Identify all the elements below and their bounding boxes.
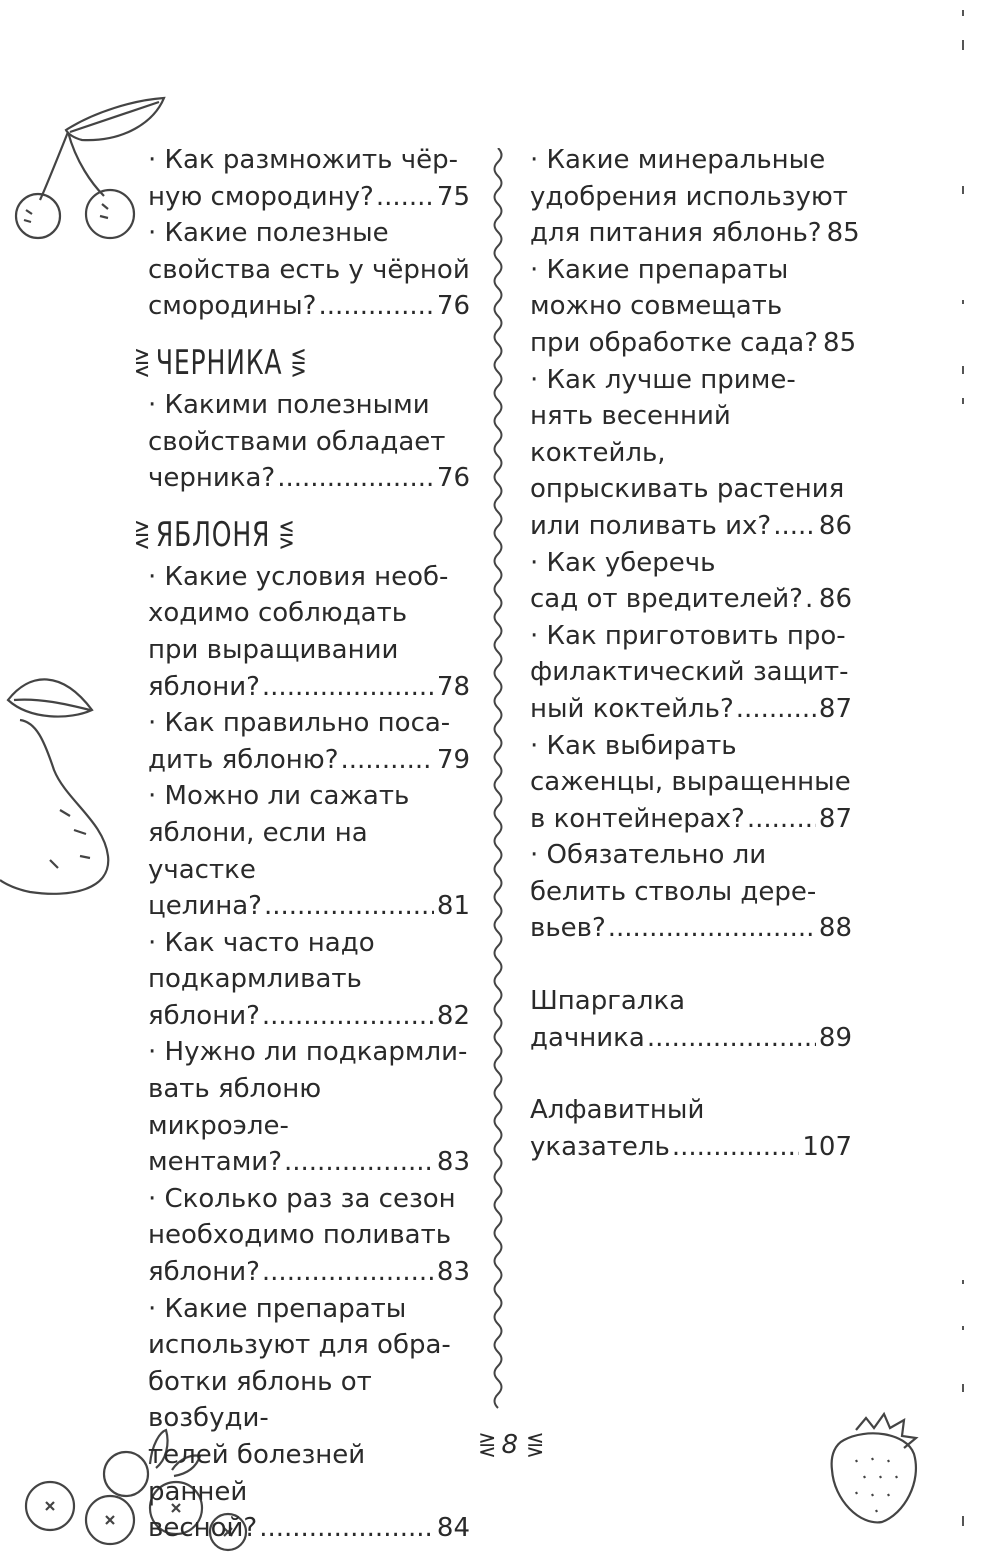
- dot-leader: [262, 1254, 434, 1291]
- dot-leader: [608, 910, 816, 947]
- toc-entry-line: используют для обра-: [148, 1330, 451, 1361]
- toc-entry-line: · Какие препараты: [148, 1293, 407, 1324]
- toc-entry-line: · Как размножить чёр-: [148, 145, 458, 175]
- toc-entry-line: сад от вредителей?: [530, 584, 803, 615]
- toc-entry-line: · Как выбирать: [530, 730, 737, 761]
- toc-entry-line: дить яблоню?: [148, 744, 339, 775]
- toc-entry-line: в контейнерах?: [530, 803, 745, 834]
- toc-entry-last-line: [530, 910, 852, 947]
- toc-entry-line: опрыскивать растения: [530, 474, 845, 505]
- toc-page-number: 86: [818, 510, 852, 541]
- toc-entry-line: необходимо поливать: [148, 1220, 452, 1251]
- toc-entry-line: удобрения используют: [530, 181, 848, 212]
- toc-entry: [148, 215, 470, 325]
- dot-leader: [262, 998, 434, 1035]
- toc-page-number: 85: [826, 218, 860, 249]
- dot-leader: [672, 1129, 799, 1166]
- dot-leader: [277, 460, 434, 497]
- toc-entry-last-line: [530, 325, 857, 362]
- toc-entry-line: или поливать их?: [530, 510, 772, 541]
- toc-entry-line: · Как приготовить про-: [530, 620, 846, 651]
- toc-entry-last-line: [148, 179, 470, 216]
- toc-entry-line: черника?: [148, 463, 276, 494]
- toc-entry-line: можно совмещать: [530, 291, 783, 322]
- toc-entry: [148, 387, 470, 497]
- edge-mark: [962, 1384, 964, 1392]
- toc-entry-line: при выращивании: [148, 634, 399, 665]
- toc-entry-last-line: [148, 1510, 470, 1547]
- toc-entry: [530, 362, 852, 545]
- toc-entry: [148, 778, 470, 924]
- toc-entry-line: яблони?: [148, 1000, 260, 1031]
- toc-entry: [148, 142, 470, 215]
- toc-page-number: 84: [436, 1513, 470, 1544]
- toc-right-column: [530, 142, 860, 1165]
- toc-entry-last-line: [530, 508, 852, 545]
- toc-entry-line: яблони?: [148, 1257, 260, 1288]
- strawberry-icon: [826, 1410, 926, 1530]
- bracket-left-icon: ⋛: [134, 519, 148, 550]
- toc-entry-line: · Какие условия необ-: [148, 561, 449, 592]
- edge-mark: [962, 1280, 964, 1284]
- toc-entry: [530, 837, 852, 947]
- toc-entry: [530, 142, 860, 252]
- dot-leader: [747, 801, 816, 838]
- toc-entry-line: указатель: [530, 1131, 670, 1162]
- spacer: [530, 947, 852, 983]
- toc-entry-last-line: [530, 1129, 852, 1166]
- edge-mark: [962, 1516, 964, 1526]
- toc-page-number: 86: [818, 584, 852, 615]
- toc-entry-line: саженцы, выращенные: [530, 767, 851, 798]
- section-heading: [134, 515, 410, 555]
- toc-page-number: 89: [818, 1022, 852, 1053]
- toc-entry-line: ментами?: [148, 1147, 282, 1178]
- toc-page-number: 85: [823, 327, 857, 358]
- toc-entry-line: нять весенний коктейль,: [530, 401, 731, 468]
- toc-entry-line: дачника: [530, 1022, 645, 1053]
- toc-entry-last-line: [148, 1254, 470, 1291]
- toc-entry-last-line: [148, 288, 470, 325]
- toc-page-number: 75: [436, 181, 470, 212]
- toc-page-number: 76: [436, 291, 470, 322]
- toc-page-number: 76: [436, 463, 470, 494]
- edge-mark: [962, 366, 964, 374]
- toc-page-number: 82: [436, 1000, 470, 1031]
- toc-entry-line: свойства есть у чёрной: [148, 254, 470, 285]
- toc-entry: [148, 925, 470, 1035]
- toc-entry-line: вать яблоню микроэле-: [148, 1074, 322, 1141]
- section-title: ЯБЛОНЯ: [155, 514, 271, 555]
- toc-entry-line: белить стволы дере-: [530, 876, 817, 907]
- toc-entry-last-line: [148, 669, 470, 706]
- dot-leader: [264, 888, 434, 925]
- dot-leader: [259, 1510, 434, 1547]
- dot-leader: [318, 288, 433, 325]
- edge-mark: [962, 300, 964, 304]
- page-number: [478, 1430, 541, 1460]
- section-title: ЧЕРНИКА: [155, 342, 283, 383]
- edge-mark: [962, 10, 964, 16]
- spacer: [530, 1056, 852, 1092]
- toc-entry-line: · Какие полезные: [148, 218, 389, 249]
- toc-page-number: 87: [818, 803, 852, 834]
- toc-entry: [530, 728, 852, 838]
- toc-entry-last-line: [530, 1020, 852, 1057]
- toc-entry-last-line: [530, 691, 852, 728]
- wavy-divider: [488, 148, 508, 1418]
- toc-left-column: [134, 142, 470, 1547]
- bracket-left-icon: ⋛: [478, 1432, 494, 1458]
- bracket-left-icon: ⋛: [134, 347, 148, 378]
- toc-entry-line: · Как правильно поса-: [148, 708, 451, 739]
- dot-leader: [341, 742, 434, 779]
- edge-mark: [962, 186, 964, 194]
- page-number-value: 8: [501, 1430, 518, 1460]
- toc-entry-last-line: [530, 801, 852, 838]
- toc-entry: [530, 1092, 852, 1165]
- toc-entry: [530, 545, 852, 618]
- bracket-right-icon: ⋚: [278, 519, 293, 550]
- toc-entry: [148, 1291, 470, 1547]
- toc-entry-line: подкармливать: [148, 964, 362, 995]
- toc-entry-line: · Какие препараты: [530, 254, 789, 285]
- toc-entry-line: ботки яблонь от возбуди-: [148, 1366, 372, 1434]
- toc-page-number: 81: [436, 891, 470, 922]
- toc-entry-line: весной?: [148, 1513, 258, 1544]
- toc-entry: [530, 252, 857, 362]
- dot-leader: [262, 669, 434, 706]
- toc-entry-line: свойствами обладает: [148, 426, 446, 457]
- toc-page-number: 83: [436, 1147, 470, 1178]
- toc-entry-line: · Нужно ли подкармли-: [148, 1037, 468, 1068]
- toc-entry: [148, 1034, 470, 1180]
- toc-page-number: 79: [436, 744, 470, 775]
- toc-entry-last-line: [530, 581, 852, 618]
- toc-entry-line: · Сколько раз за сезон: [148, 1183, 456, 1214]
- toc-entry: [148, 705, 470, 778]
- toc-entry-line: · Как уберечь: [530, 547, 716, 578]
- toc-entry-line: филактический защит-: [530, 657, 849, 688]
- toc-entry: [530, 618, 852, 728]
- toc-page-number: 78: [436, 671, 470, 702]
- toc-entry-line: · Можно ли сажать: [148, 781, 410, 812]
- bracket-right-icon: ⋚: [290, 347, 305, 378]
- toc-entry-line: Алфавитный: [530, 1095, 705, 1126]
- toc-entry-line: для питания яблонь?: [530, 218, 822, 249]
- toc-entry-last-line: [530, 215, 860, 252]
- section-heading: [134, 343, 410, 383]
- toc-entry-last-line: [148, 888, 470, 925]
- edge-mark: [962, 1326, 964, 1330]
- toc-entry-line: ную смородину?: [148, 181, 374, 212]
- toc-page-number: 87: [818, 693, 852, 724]
- dot-leader: [773, 508, 816, 545]
- toc-entry-line: · Какими полезными: [148, 389, 430, 420]
- toc-page-number: 107: [802, 1131, 852, 1162]
- toc-entry-line: ходимо соблюдать: [148, 598, 408, 629]
- bracket-right-icon: ⋚: [525, 1432, 542, 1458]
- toc-entry-line: · Какие минеральные: [530, 145, 826, 175]
- toc-entry-line: при обработке сада?: [530, 327, 819, 358]
- toc-entry-line: · Как лучше приме-: [530, 364, 796, 395]
- pear-icon: [0, 660, 130, 910]
- toc-entry-last-line: [148, 1144, 470, 1181]
- toc-entry: [148, 1181, 470, 1291]
- toc-entry: [530, 983, 852, 1056]
- toc-entry-line: ный коктейль?: [530, 693, 734, 724]
- edge-mark: [962, 398, 964, 404]
- dot-leader: [805, 581, 816, 618]
- toc-entry-line: целина?: [148, 891, 262, 922]
- toc-entry-last-line: [148, 460, 470, 497]
- toc-page-number: 88: [818, 913, 852, 944]
- toc-entry-line: вьев?: [530, 913, 606, 944]
- edge-mark: [962, 40, 964, 50]
- toc-entry-line: яблони, если на участке: [148, 817, 368, 885]
- toc-entry-line: смородины?: [148, 291, 317, 322]
- dot-leader: [647, 1020, 816, 1057]
- toc-entry-line: · Как часто надо: [148, 927, 375, 958]
- toc-entry-line: · Обязательно ли: [530, 840, 767, 871]
- dot-leader: [376, 179, 434, 216]
- toc-page-number: 83: [436, 1257, 470, 1288]
- toc-entry-last-line: [148, 742, 470, 779]
- dot-leader: [284, 1144, 434, 1181]
- dot-leader: [736, 691, 816, 728]
- toc-entry-line: яблони?: [148, 671, 260, 702]
- toc-entry-line: Шпаргалка: [530, 986, 686, 1017]
- toc-entry-line: телей болезней ранней: [148, 1440, 366, 1507]
- toc-entry: [148, 559, 470, 705]
- toc-entry-last-line: [148, 998, 470, 1035]
